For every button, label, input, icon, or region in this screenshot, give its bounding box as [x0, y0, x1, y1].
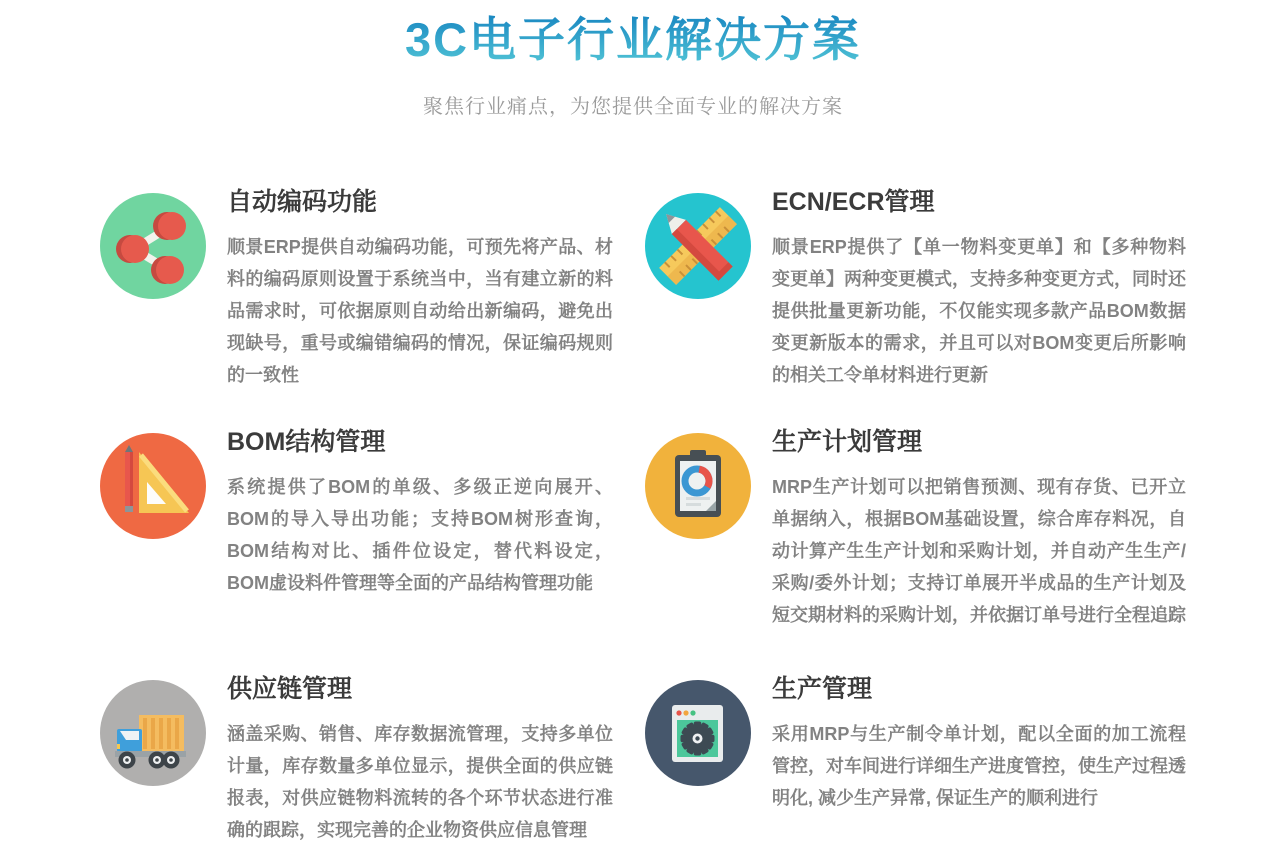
browser-gear-icon	[645, 680, 751, 786]
feature-card-production-mgmt	[645, 676, 1186, 814]
feature-text	[227, 189, 613, 391]
feature-icon-wrap	[645, 680, 751, 786]
feature-text	[772, 676, 1186, 814]
feature-icon-wrap	[100, 433, 206, 539]
feature-icon-wrap	[100, 680, 206, 786]
page-header	[0, 0, 1266, 119]
feature-body: 涵盖采购、销售、库存数据流管理，支持多单位计量，库存数量多单位显示，提供全面的供应链报表，对供应链物料流转的各个环节状态进行准确的跟踪，实现完善的企业物资供应信息管理	[227, 723, 613, 840]
feature-icon-wrap	[645, 433, 751, 539]
feature-text	[772, 429, 1186, 631]
feature-card-auto-coding	[100, 189, 613, 391]
feature-title: BOM结构管理	[227, 427, 386, 456]
truck-icon	[100, 680, 206, 786]
clipboard-chart-icon	[645, 433, 751, 539]
feature-body: MRP生产计划可以把销售预测、现有存货、已开立单据纳入，根据BOM基础设置，综合库存料况，自动计算产生生产计划和采购计划，并自动产生生产/采购/委外计划；支持订单展开半成品的生产计划及短交期材料的采购计划，并依据订单号进行全程追踪	[772, 476, 1186, 625]
share-nodes-icon	[100, 193, 206, 299]
feature-body: 采用MRP与生产制令单计划，配以全面的加工流程管控，对车间进行详细生产进度管控，使生产过程透明化, 减少生产异常, 保证生产的顺利进行	[772, 723, 1186, 808]
feature-text	[227, 429, 613, 599]
feature-body: 顺景ERP提供自动编码功能，可预先将产品、材料的编码原则设置于系统当中，当有建立新的料品需求时，可依据原则自动给出新编码，避免出现缺号，重号或编错编码的情况，保证编码规则的一致性	[227, 236, 613, 385]
feature-title: 生产管理	[772, 674, 873, 703]
feature-title: 供应链管理	[227, 674, 353, 703]
page-title: 3C电子行业解决方案	[404, 13, 862, 66]
feature-text	[772, 189, 1186, 391]
feature-icon-wrap	[645, 193, 751, 299]
feature-title: ECN/ECR管理	[772, 187, 935, 216]
feature-icon-wrap	[100, 193, 206, 299]
feature-card-supply-chain	[100, 676, 613, 846]
feature-card-production-plan	[645, 429, 1186, 631]
feature-card-bom	[100, 429, 613, 599]
features-grid	[100, 189, 1266, 846]
feature-card-ecn-ecr	[645, 189, 1186, 391]
feature-text	[227, 676, 613, 846]
feature-body: 顺景ERP提供了【单一物料变更单】和【多种物料变更单】两种变更模式，支持多种变更方式，同时还提供批量更新功能，不仅能实现多款产品BOM数据变更新版本的需求，并且可以对BOM变更后所影响的相关工令单材料进行更新	[772, 236, 1186, 385]
feature-title: 生产计划管理	[772, 427, 923, 456]
page-subtitle: 聚焦行业痛点，为您提供全面专业的解决方案	[423, 95, 843, 118]
feature-body: 系统提供了BOM的单级、多级正逆向展开、BOM的导入导出功能；支持BOM树形查询，BOM结构对比、插件位设定，替代料设定，BOM虚设料件管理等全面的产品结构管理功能	[227, 476, 613, 593]
pencil-ruler-icon	[645, 193, 751, 299]
set-square-pencil-icon	[100, 433, 206, 539]
feature-title: 自动编码功能	[227, 187, 378, 216]
